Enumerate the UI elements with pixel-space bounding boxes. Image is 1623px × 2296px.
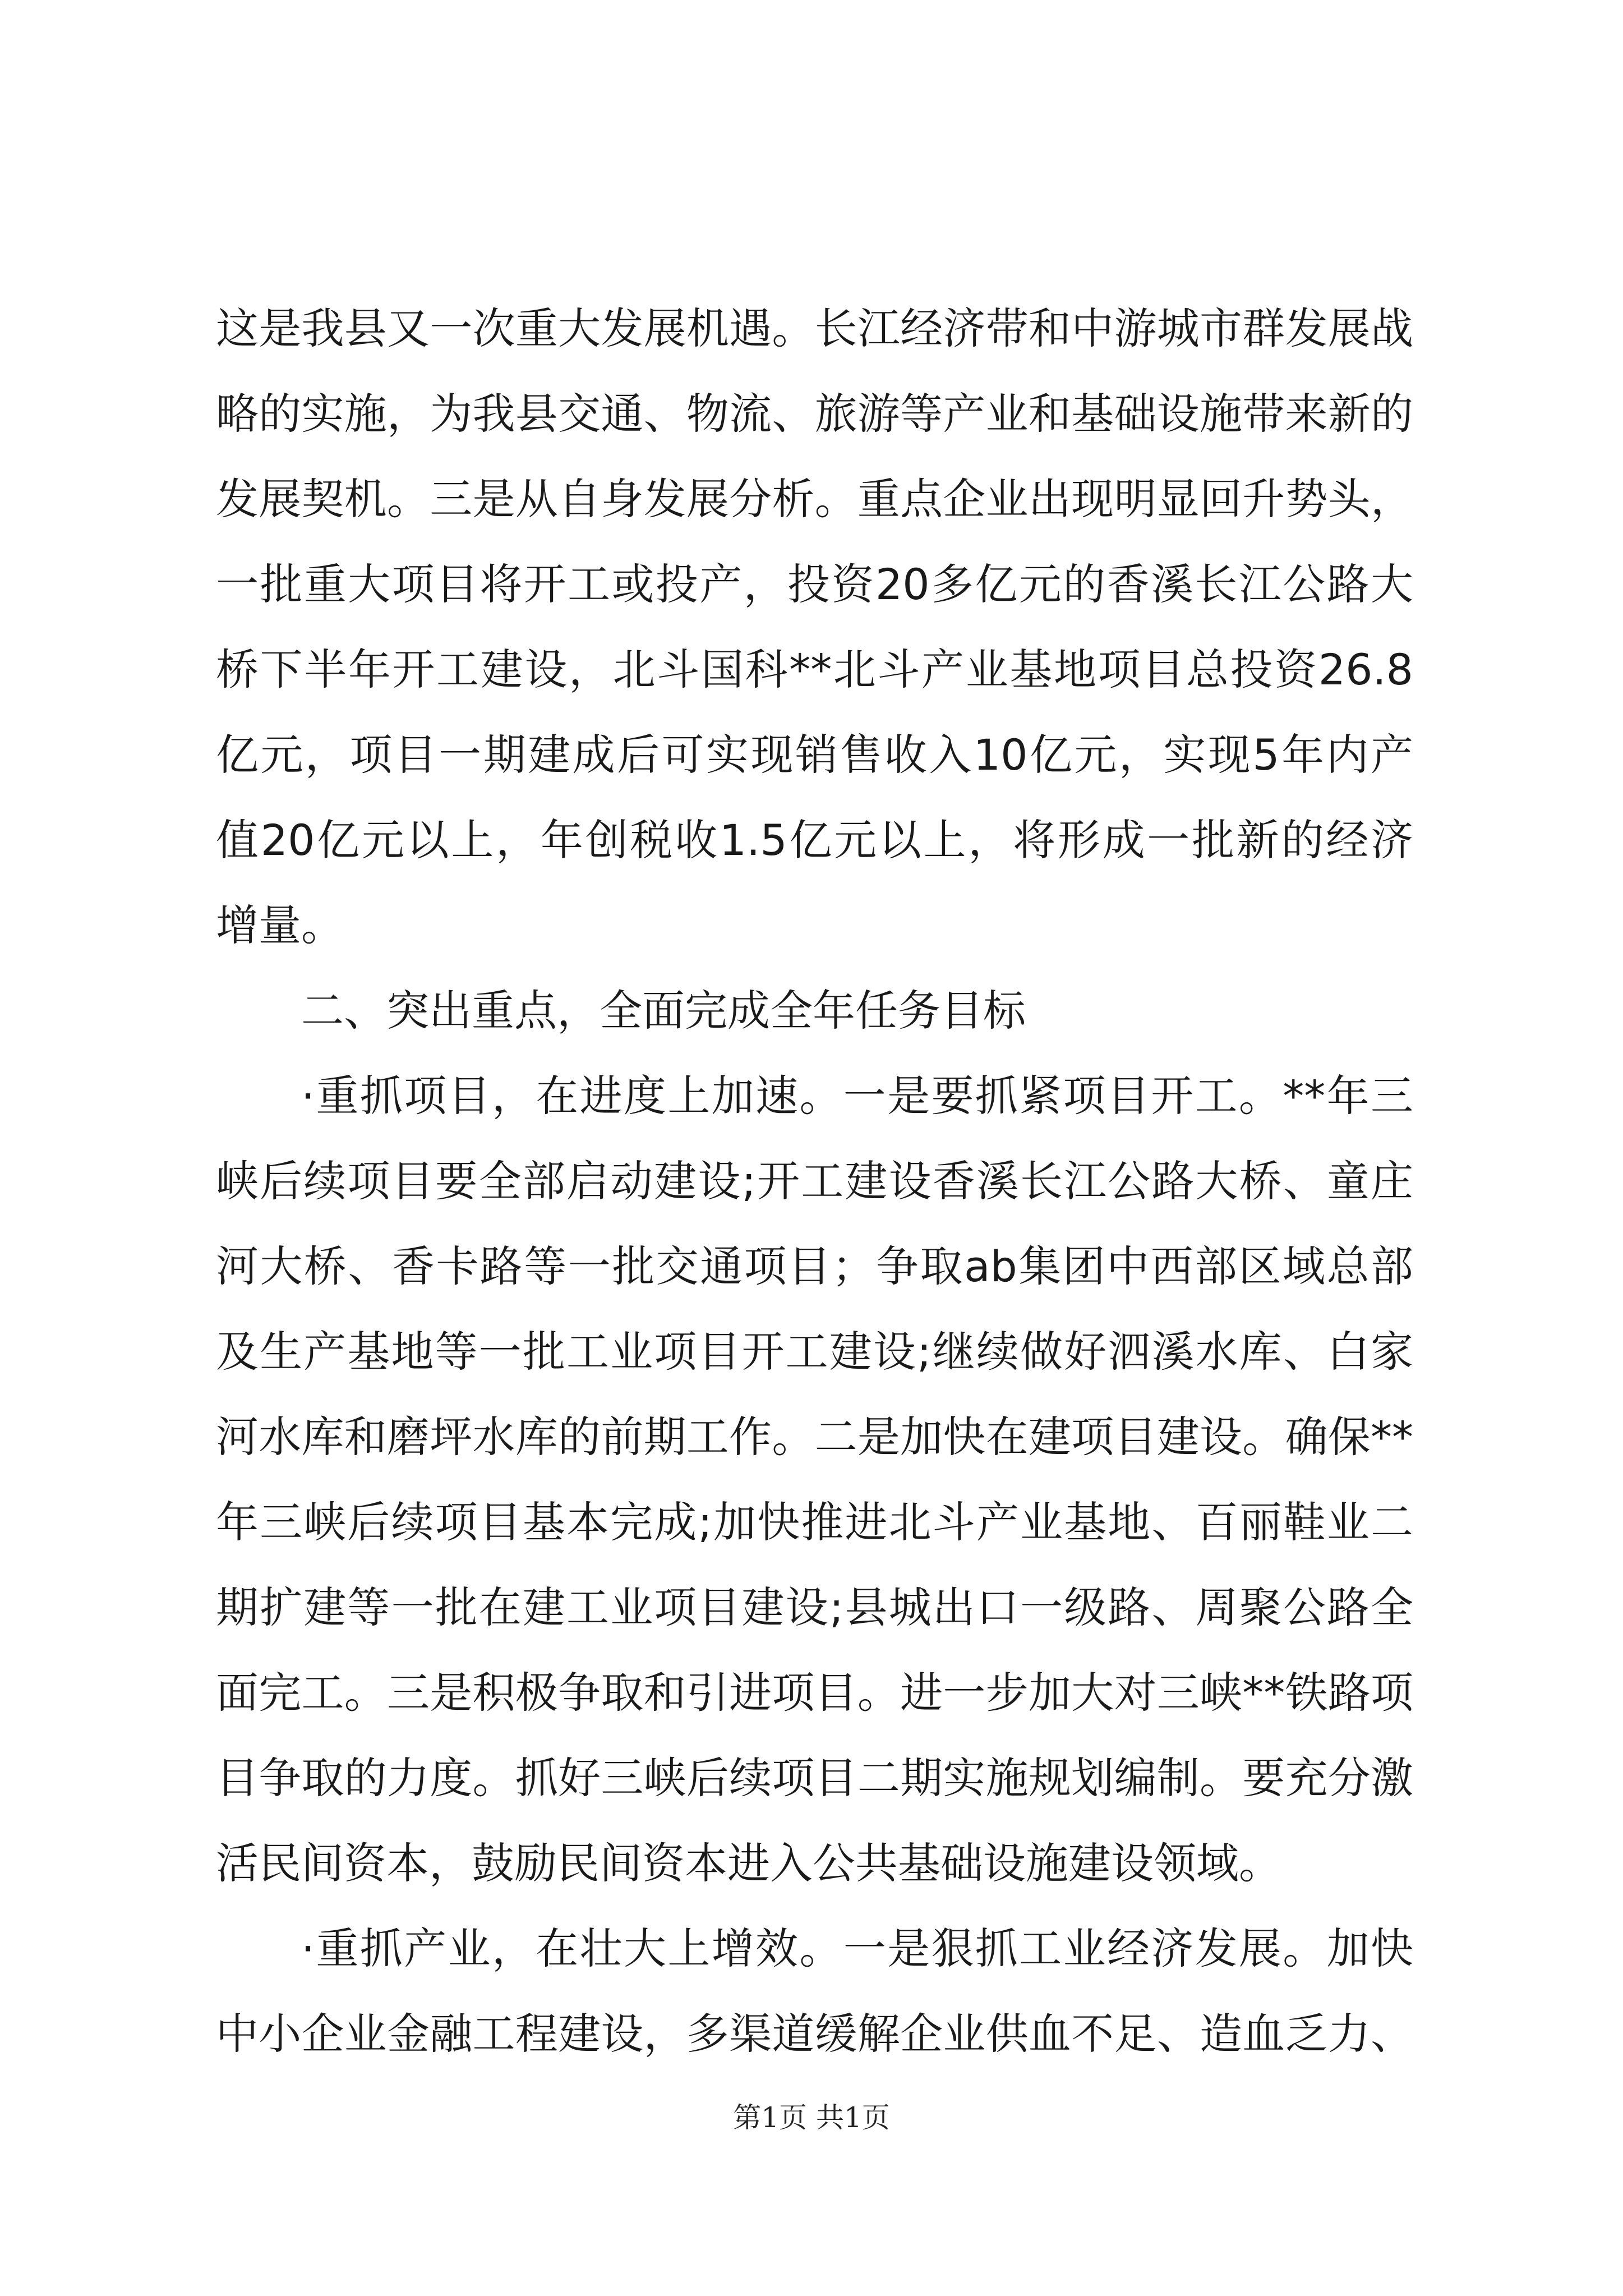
text-line: ·重抓项目，在进度上加速。一是要抓紧项目开工。**年三 — [301, 1071, 1413, 1121]
text-line: 期扩建等一批在建工业项目建设;县城出口一级路、周聚公路全 — [216, 1582, 1413, 1632]
text-line: 河水库和磨坪水库的前期工作。二是加快在建项目建设。确保** — [216, 1412, 1413, 1462]
text-line: 发展契机。三是从自身发展分析。重点企业出现明显回升势头， — [216, 474, 1413, 524]
text-line: 这是我县又一次重大发展机遇。长江经济带和中游城市群发展战 — [216, 303, 1413, 353]
text-line: 河大桥、香卡路等一批交通项目；争取ab集团中西部区域总部 — [216, 1241, 1413, 1291]
text-line: 目争取的力度。抓好三峡后续项目二期实施规划编制。要充分激 — [216, 1753, 1413, 1803]
text-line: 一批重大项目将开工或投产，投资20多亿元的香溪长江公路大 — [216, 559, 1413, 609]
text-line: 面完工。三是积极争取和引进项目。进一步加大对三峡**铁路项 — [216, 1668, 1413, 1718]
text-line: ·重抓产业，在壮大上增效。一是狠抓工业经济发展。加快 — [301, 1924, 1413, 1973]
text-line: 略的实施，为我县交通、物流、旅游等产业和基础设施带来新的 — [216, 389, 1413, 439]
text-line: 增量。 — [216, 900, 344, 950]
text-line: 值20亿元以上，年创税收1.5亿元以上，将形成一批新的经济 — [216, 815, 1413, 865]
paragraph-3 — [216, 1906, 1413, 2077]
paragraph-2 — [216, 1053, 1413, 1906]
text-line: 峡后续项目要全部启动建设;开工建设香溪长江公路大桥、童庄 — [216, 1156, 1413, 1206]
paragraph-1 — [216, 286, 1413, 968]
text-line: 活民间资本，鼓励民间资本进入公共基础设施建设领域。 — [216, 1838, 1281, 1888]
document-body — [216, 286, 1413, 2077]
text-line: 年三峡后续项目基本完成;加快推进北斗产业基地、百丽鞋业二 — [216, 1497, 1413, 1547]
text-line: 亿元，项目一期建成后可实现销售收入10亿元，实现5年内产 — [216, 730, 1413, 780]
text-line: 及生产基地等一批工业项目开工建设;继续做好泗溪水库、白家 — [216, 1327, 1413, 1377]
section-heading: 二、突出重点，全面完成全年任务目标 — [301, 986, 1026, 1036]
page-footer: 第1页 共1页 — [733, 2101, 890, 2134]
text-line: 桥下半年开工建设，北斗国科**北斗产业基地项目总投资26.8 — [216, 645, 1413, 694]
text-line: 中小企业金融工程建设，多渠道缓解企业供血不足、造血乏力、 — [216, 2009, 1413, 2059]
